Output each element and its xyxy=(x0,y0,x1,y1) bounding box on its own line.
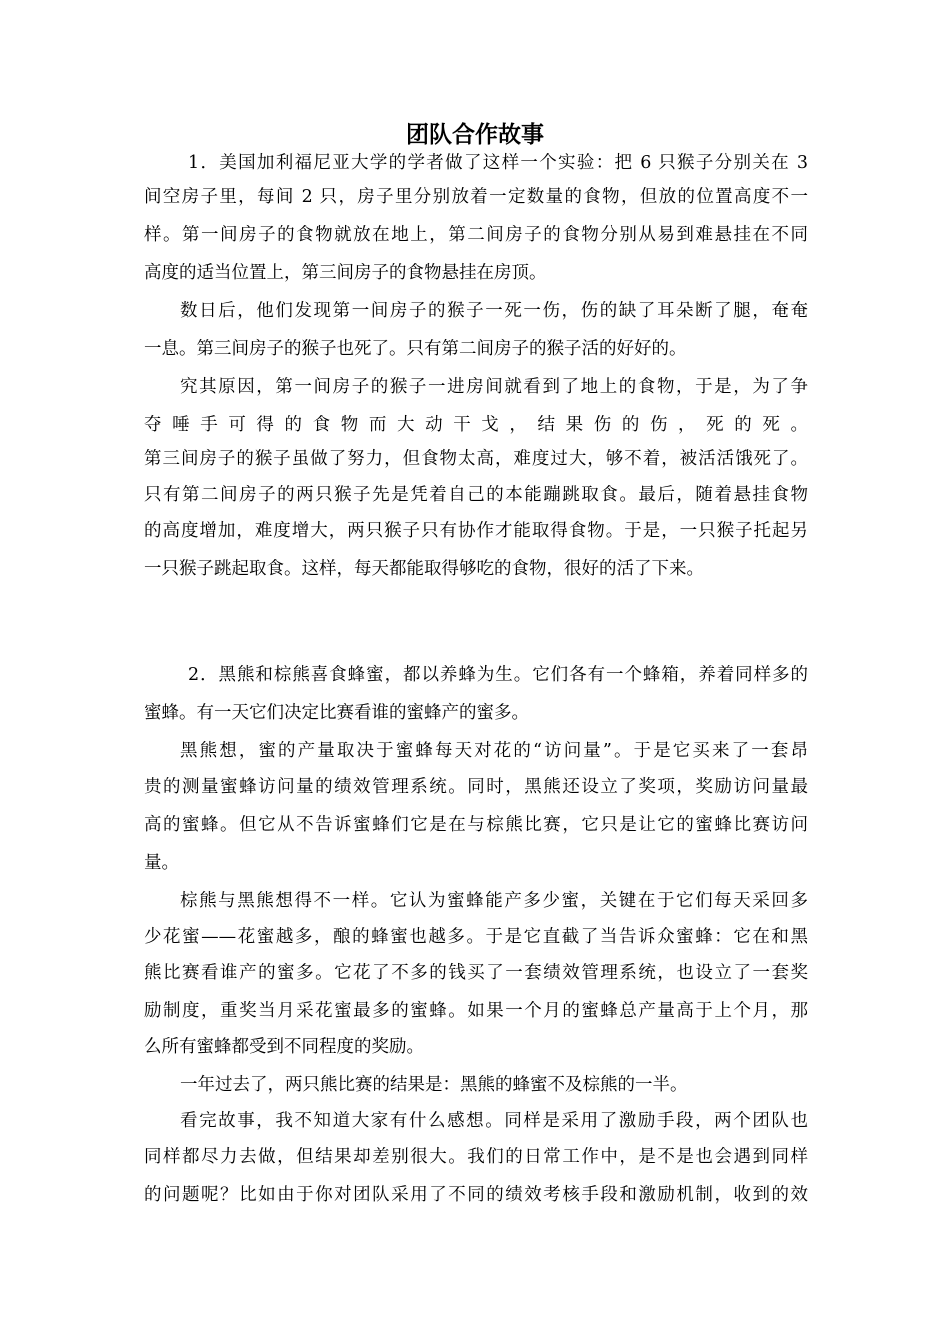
paragraph-line: 么所有蜜蜂都受到不同程度的奖励。 xyxy=(144,1037,424,1057)
paragraph-line: 看完故事，我不知道大家有什么感想。同样是采用了激励手段，两个团队也 xyxy=(180,1111,808,1131)
paragraph-line: 第三间房子的猴子虽做了努力，但食物太高，难度过大，够不着，被活活饿死了。 xyxy=(144,449,808,469)
paragraph-line: 一只猴子跳起取食。这样，每天都能取得够吃的食物，很好的活了下来。 xyxy=(144,559,704,579)
paragraph-line: 黑熊想，蜜的产量取决于蜜蜂每天对花的“访问量”。于是它买来了一套昂 xyxy=(180,741,808,761)
paragraph-line: 样。第一间房子的食物就放在地上，第二间房子的食物分别从易到难悬挂在不同 xyxy=(144,225,808,245)
paragraph-line: 高的蜜蜂。但它从不告诉蜜蜂们它是在与棕熊比赛，它只是让它的蜜蜂比赛访问 xyxy=(144,815,808,835)
paragraph-line: 励制度，重奖当月采花蜜最多的蜜蜂。如果一个月的蜜蜂总产量高于上个月，那 xyxy=(144,1001,808,1021)
paragraph-line: 只有第二间房子的两只猴子先是凭着自己的本能蹦跳取食。最后，随着悬挂食物 xyxy=(144,485,808,505)
paragraph-line: 1．美国加利福尼亚大学的学者做了这样一个实验：把 6 只猴子分别关在 3 xyxy=(188,153,808,173)
paragraph-line: 的高度增加，难度增大，两只猴子只有协作才能取得食物。于是，一只猴子托起另 xyxy=(144,521,808,541)
document-title: 团队合作故事 xyxy=(406,121,544,148)
paragraph-line: 棕熊与黑熊想得不一样。它认为蜜蜂能产多少蜜，关键在于它们每天采回多 xyxy=(180,891,808,911)
paragraph-line: 一年过去了，两只熊比赛的结果是：黑熊的蜂蜜不及棕熊的一半。 xyxy=(180,1075,688,1095)
paragraph-line: 的问题呢？比如由于你对团队采用了不同的绩效考核手段和激励机制，收到的效 xyxy=(144,1185,808,1205)
paragraph-line: 同样都尽力去做，但结果却差别很大。我们的日常工作中，是不是也会遇到同样 xyxy=(144,1147,808,1167)
paragraph-line: 蜜蜂。有一天它们决定比赛看谁的蜜蜂产的蜜多。 xyxy=(144,703,529,723)
paragraph-line: 2．黑熊和棕熊喜食蜂蜜，都以养蜂为生。它们各有一个蜂箱，养着同样多的 xyxy=(188,665,808,685)
paragraph-line: 究其原因，第一间房子的猴子一进房间就看到了地上的食物，于是，为了争 xyxy=(180,377,808,397)
paragraph-line: 量。 xyxy=(144,853,179,873)
paragraph-line: 高度的适当位置上，第三间房子的食物悬挂在房顶。 xyxy=(144,263,547,283)
paragraph-line: 夺 唾 手 可 得 的 食 物 而 大 动 干 戈 ， 结 果 伤 的 伤 ， 死 的 死 。 xyxy=(144,415,808,435)
paragraph-line: 熊比赛看谁产的蜜多。它花了不多的钱买了一套绩效管理系统，也设立了一套奖 xyxy=(144,963,808,983)
paragraph-line: 贵的测量蜜蜂访问量的绩效管理系统。同时，黑熊还设立了奖项，奖励访问量最 xyxy=(144,777,808,797)
paragraph-line: 数日后，他们发现第一间房子的猴子一死一伤，伤的缺了耳朵断了腿，奄奄 xyxy=(180,301,808,321)
paragraph-line: 少花蜜——花蜜越多，酿的蜂蜜也越多。于是它直截了当告诉众蜜蜂：它在和黑 xyxy=(144,927,808,947)
paragraph-line: 间空房子里，每间 2 只，房子里分别放着一定数量的食物，但放的位置高度不一 xyxy=(144,187,808,207)
paragraph-line: 一息。第三间房子的猴子也死了。只有第二间房子的猴子活的好好的。 xyxy=(144,339,687,359)
